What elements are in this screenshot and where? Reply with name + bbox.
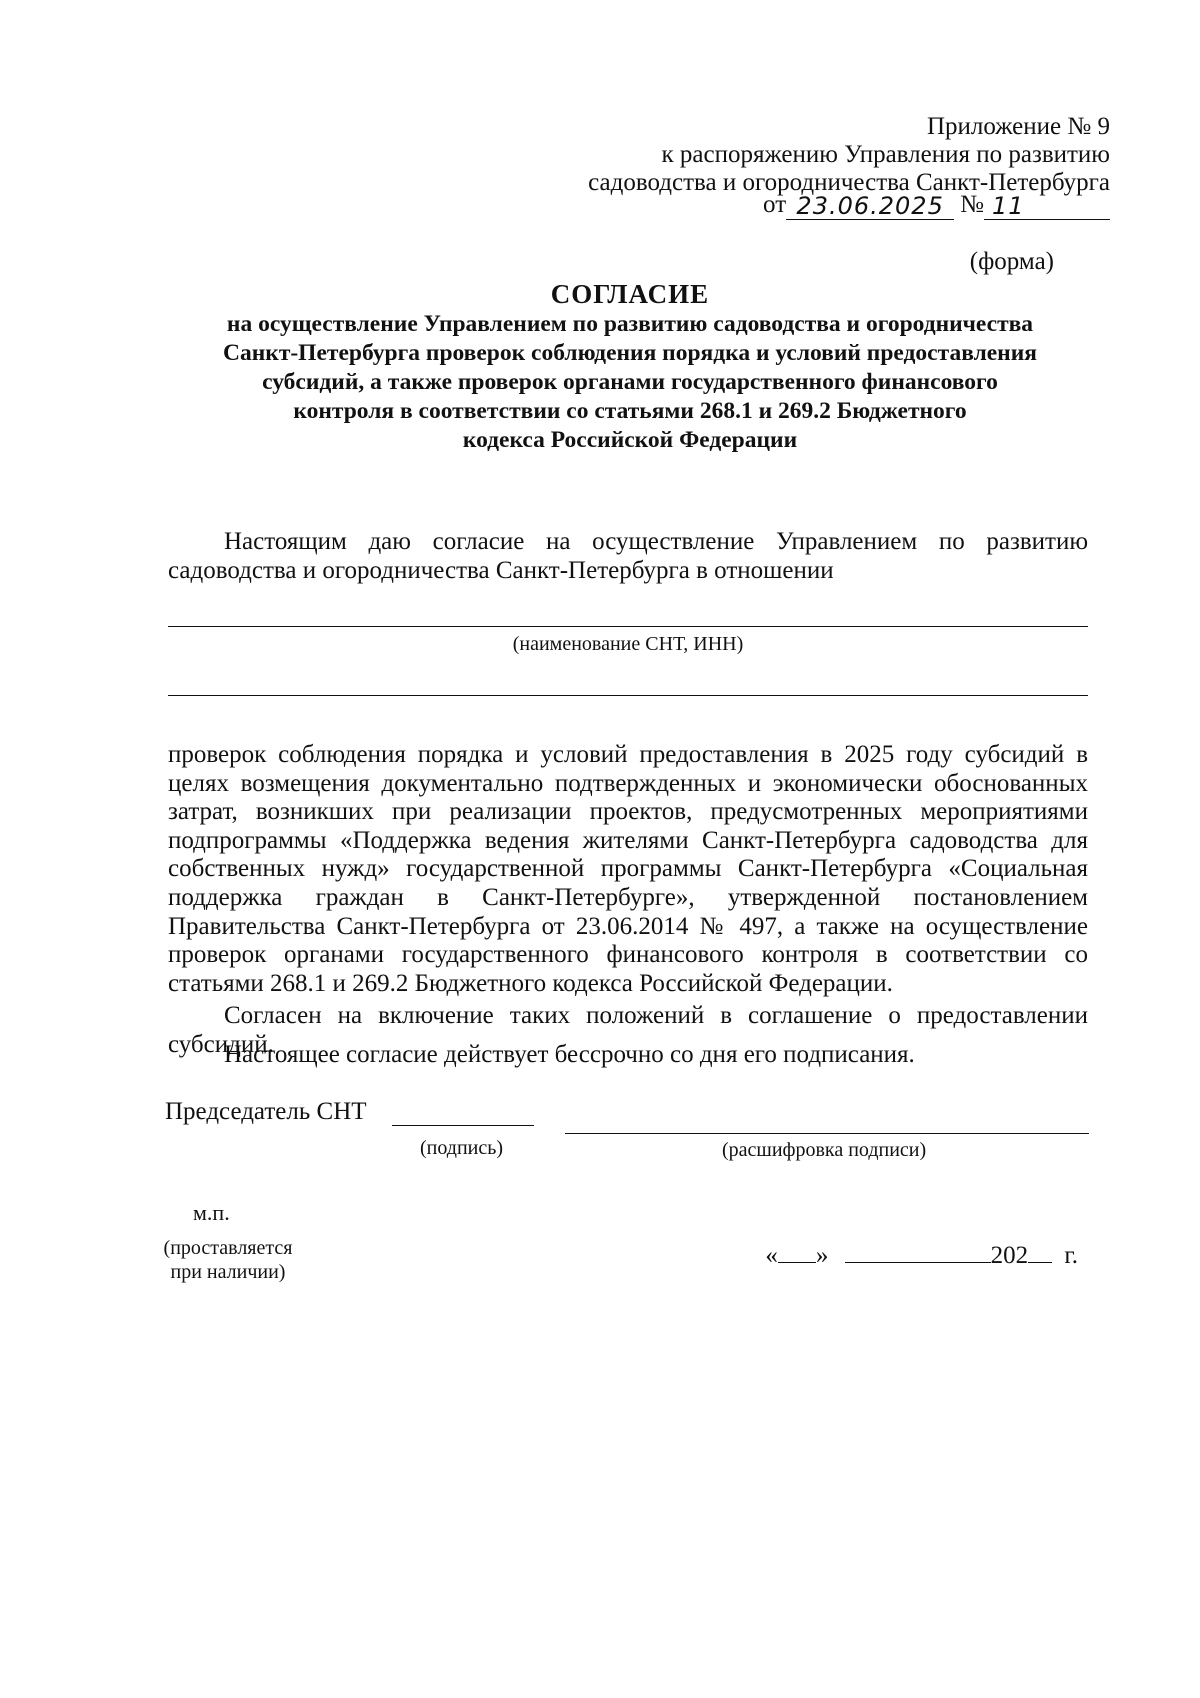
chairman-label: Председатель СНТ — [165, 1098, 367, 1125]
appendix-order-ref: к распоряжению Управления по развитию — [661, 141, 1110, 168]
stamp-note-line: (проставляется — [163, 1237, 293, 1259]
intro-paragraph: Настоящим даю согласие на осуществление Управлением по развитию садоводства и огородничества Санкт-Петербурга в отношении — [168, 528, 1088, 584]
signature-decode-caption: (расшифровка подписи) — [722, 1139, 927, 1161]
order-number: 11 — [984, 193, 1110, 220]
date-day-field — [778, 1236, 816, 1263]
appendix-department: садоводства и огородничества Санкт-Петербурга — [588, 169, 1110, 196]
number-prefix: № — [960, 191, 984, 218]
validity-paragraph: Настоящее согласие действует бессрочно со дня его подписания. — [224, 1041, 915, 1068]
date-open-quote: « — [765, 1242, 778, 1269]
snt-name-field-line — [168, 626, 1088, 627]
date-year-field — [1028, 1236, 1052, 1263]
signature-decode-line — [565, 1133, 1089, 1134]
title-sub-line: на осуществление Управлением по развитию садоводства и огородничества — [226, 311, 1034, 337]
form-label: (форма) — [969, 248, 1054, 275]
stamp-note — [163, 1236, 293, 1284]
date-year-prefix: 202 — [990, 1242, 1029, 1269]
main-paragraph: проверок соблюдения порядка и условий предоставления в 2025 году субсидий в целях возмещения документально подтвержденных и экономически обоснованных затрат, возникших при реализации проектов, предусмотренных мероприятиями подпрограммы «Поддержка ведения жителями Санкт-Петербурга садоводства для собственных нужд» государственной программы Санкт-Петербурга «Социальная поддержка граждан в Санкт-Петербурге», утвержденной постановлением Правительства Санкт-Петербурга от 23.06.2014 № 497, а также на осуществление проверок органами государственного финансового контроля в соответствии со статьями 268.1 и 269.2 Бюджетного кодекса Российской Федерации. — [168, 741, 1088, 997]
order-date: 23.06.2025 — [786, 193, 954, 220]
date-prefix: от — [763, 191, 787, 218]
snt-name-field-line-2 — [168, 695, 1088, 696]
document-title — [180, 278, 1080, 455]
signing-date — [765, 1236, 1078, 1270]
title-sub-line: кодекса Российской Федерации — [462, 427, 798, 453]
title-sub-line: Санкт-Петербурга проверок соблюдения порядка и условий предоставления — [223, 340, 1037, 366]
snt-name-caption: (наименование СНТ, ИНН) — [512, 633, 744, 655]
date-close-quote: » — [815, 1242, 829, 1269]
signature-caption: (подпись) — [420, 1137, 504, 1159]
signature-line — [392, 1125, 534, 1126]
consent-paragraph: Согласен на включение таких положений в соглашение о предоставлении субсидий. — [168, 1002, 1088, 1058]
appendix-number: Приложение № 9 — [926, 113, 1110, 140]
stamp-label: м.п. — [193, 1200, 230, 1225]
appendix-date-number-line — [763, 190, 1110, 220]
title-main: СОГЛАСИЕ — [550, 279, 710, 309]
date-year-suffix: г. — [1064, 1242, 1078, 1269]
title-sub-line: субсидий, а также проверок органами государственного финансового — [262, 369, 998, 395]
title-sub-line: контроля в соответствии со статьями 268.1 и 269.2 Бюджетного — [293, 398, 967, 424]
date-month-field — [845, 1236, 991, 1263]
stamp-note-line: при наличии) — [170, 1261, 286, 1283]
